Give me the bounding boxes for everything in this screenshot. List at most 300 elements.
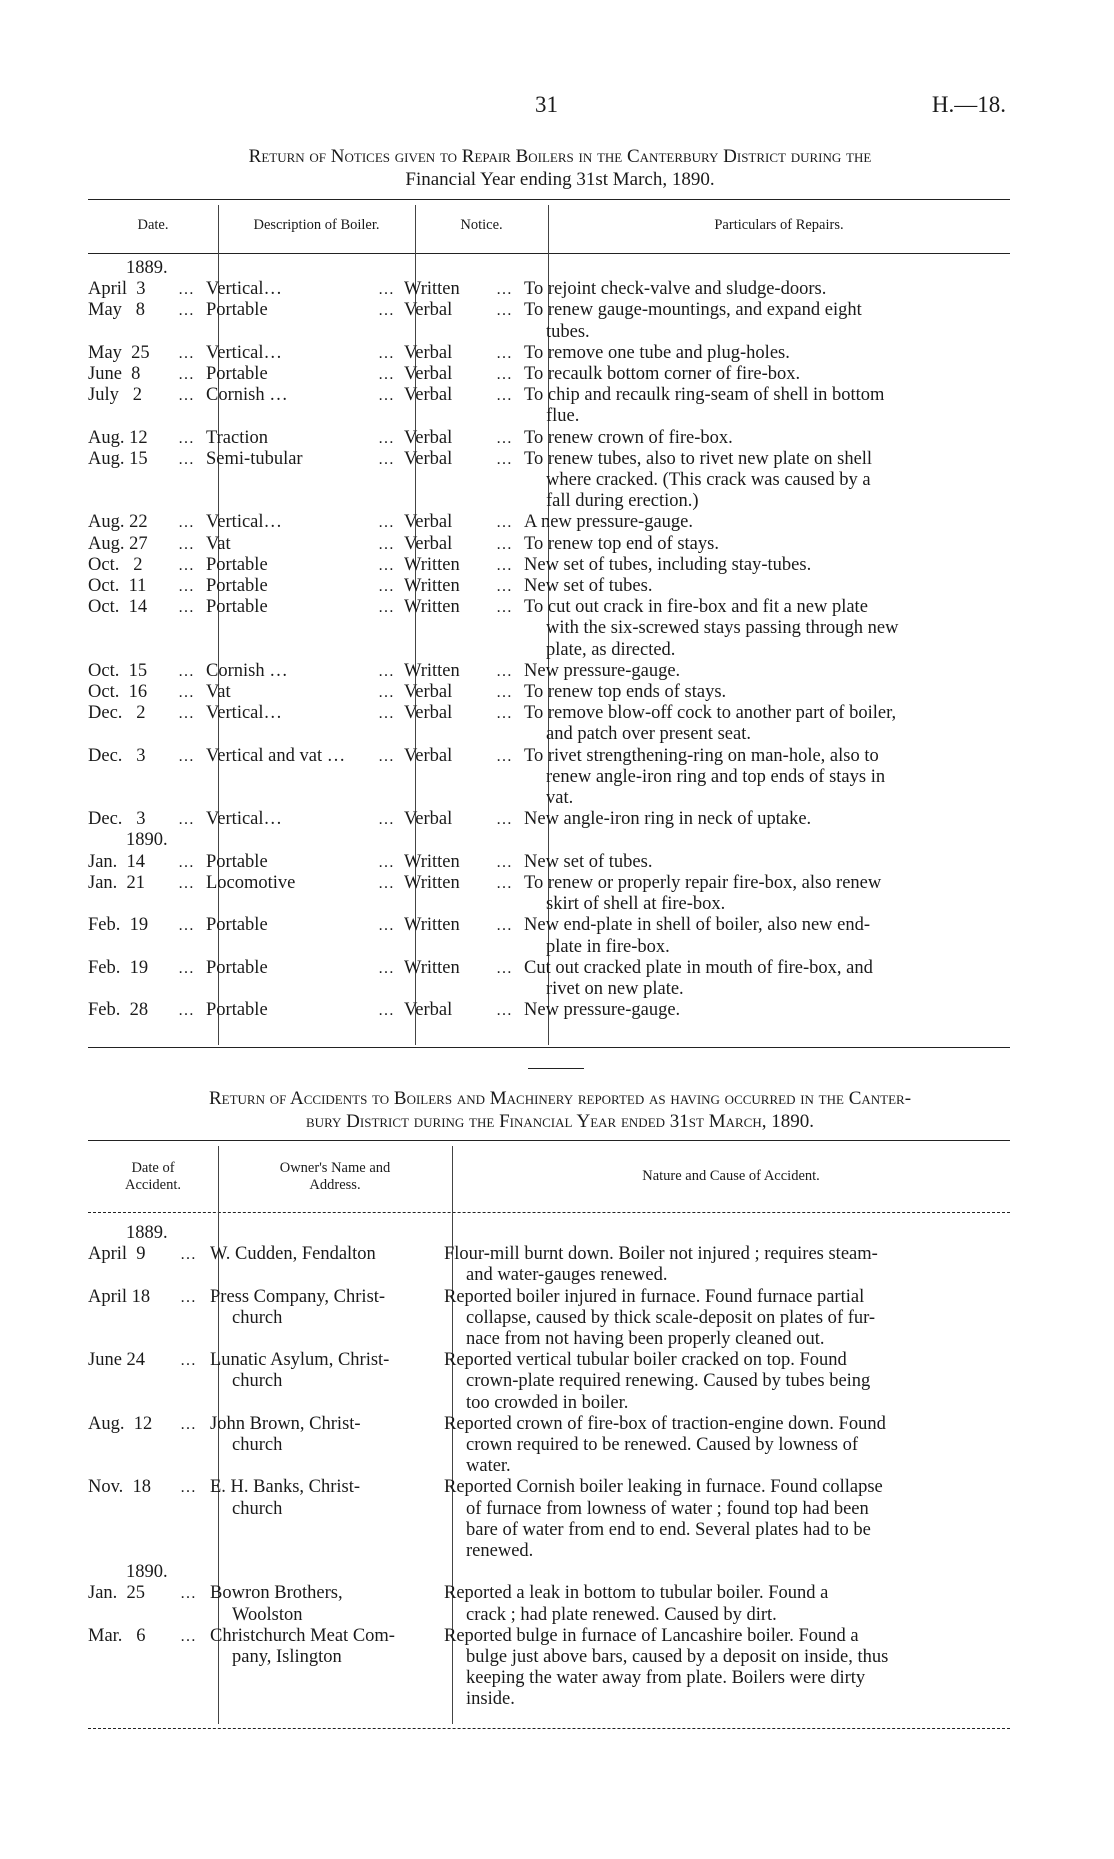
row-particulars [524, 703, 979, 745]
row-description: Portable [206, 957, 268, 978]
row-notice: Written [404, 872, 460, 893]
row-particulars [524, 576, 979, 597]
row-notice: Written [404, 957, 460, 978]
table-row [88, 1350, 1010, 1414]
table-row [88, 703, 1010, 745]
row-particulars [524, 534, 979, 555]
row-date: Feb. 19 [88, 957, 149, 978]
row-date: Aug. 27 [88, 533, 148, 554]
leader-dots: … [378, 387, 395, 405]
leader-dots: … [496, 450, 513, 468]
row-nature [444, 1287, 996, 1351]
year-label: 1889. [126, 258, 168, 278]
nature-line: keeping the water away from plate. Boilers were dirty [466, 1668, 866, 1689]
particulars-line: To renew crown of fire-box. [524, 427, 733, 448]
leader-dots: … [180, 1352, 197, 1370]
particulars-line: flue. [546, 406, 580, 427]
repairs-header-rule [88, 253, 1010, 254]
leader-dots: … [378, 535, 395, 553]
row-description: Portable [206, 554, 268, 575]
row-particulars [524, 682, 979, 703]
particulars-line: fall during erection.) [546, 491, 699, 512]
row-particulars [524, 746, 979, 810]
owner-line: Press Company, Christ- [210, 1286, 386, 1307]
leader-dots: … [496, 344, 513, 362]
repairs-header-particulars: Particulars of Repairs. [714, 217, 844, 233]
accidents-header-date-l2: Accident. [125, 1177, 181, 1193]
page-number: 31 [535, 92, 558, 117]
nature-line: renewed. [466, 1541, 534, 1562]
row-notice: Written [404, 554, 460, 575]
particulars-line: To renew or properly repair fire-box, also renew [524, 872, 882, 893]
leader-dots: … [178, 429, 195, 447]
table-row [88, 1244, 1010, 1286]
row-date: Dec. 3 [88, 745, 146, 766]
leader-dots: … [378, 1002, 395, 1020]
leader-dots: … [496, 514, 513, 532]
leader-dots: … [496, 853, 513, 871]
row-date: April 9 [88, 1244, 146, 1265]
table-row [88, 830, 1010, 851]
row-date: May 8 [88, 300, 146, 321]
leader-dots: … [378, 959, 395, 977]
table-row [88, 512, 1010, 533]
row-description: Vertical… [206, 703, 283, 724]
leader-dots: … [178, 599, 195, 617]
accidents-header-nature: Nature and Cause of Accident. [642, 1168, 820, 1184]
row-particulars [524, 343, 979, 364]
leader-dots: … [178, 853, 195, 871]
row-notice: Written [404, 660, 460, 681]
row-date: Oct. 11 [88, 576, 147, 597]
row-nature [444, 1477, 996, 1562]
row-nature [444, 1626, 996, 1711]
row-notice: Verbal [404, 427, 453, 448]
particulars-line: To cut out crack in fire-box and fit a new plate [524, 597, 868, 618]
row-notice: Verbal [404, 809, 453, 830]
row-notice: Verbal [404, 364, 453, 385]
row-particulars [524, 364, 979, 385]
row-description: Cornish … [206, 660, 288, 681]
leader-dots: … [180, 1415, 197, 1433]
particulars-line: New set of tubes. [524, 576, 653, 597]
repairs-table-body [88, 258, 1010, 1021]
accidents-header-rule [88, 1212, 1010, 1213]
row-description: Vertical… [206, 279, 283, 300]
table-row [88, 1414, 1010, 1478]
particulars-line: with the six-screwed stays passing through new [546, 618, 899, 639]
nature-line: nace from not having been properly cleaned out. [466, 1329, 825, 1350]
leader-dots: … [496, 281, 513, 299]
row-particulars [524, 428, 979, 449]
row-particulars [524, 809, 979, 830]
row-date: Jan. 14 [88, 851, 146, 872]
row-date: Oct. 2 [88, 554, 143, 575]
repairs-bottom-rule [88, 1047, 1010, 1048]
table-row [88, 1477, 1010, 1562]
particulars-line: New set of tubes, including stay-tubes. [524, 554, 812, 575]
particulars-line: To remove blow-off cock to another part of boiler, [524, 703, 897, 724]
leader-dots: … [178, 811, 195, 829]
table-row [88, 576, 1010, 597]
row-notice: Verbal [404, 512, 453, 533]
accidents-title-line1: Return of Accidents to Boilers and Machinery reported as having occurred in the Canter- [208, 1088, 912, 1109]
nature-line: Reported bulge in furnace of Lancashire boiler. Found a [444, 1625, 859, 1646]
particulars-line: New end-plate in shell of boiler, also new end- [524, 915, 871, 936]
accidents-header-owner [218, 1160, 452, 1194]
table-row [88, 1000, 1010, 1021]
leader-dots: … [496, 959, 513, 977]
table-row [88, 661, 1010, 682]
leader-dots: … [378, 705, 395, 723]
leader-dots: … [378, 853, 395, 871]
row-date: Aug. 12 [88, 1413, 153, 1434]
leader-dots: … [378, 281, 395, 299]
row-owner [210, 1244, 444, 1286]
row-description: Semi-tubular [206, 448, 303, 469]
accidents-bottom-rule [88, 1728, 1010, 1729]
table-row [88, 1626, 1010, 1711]
particulars-line: To chip and recaulk ring-seam of shell in bottom [524, 385, 885, 406]
particulars-line: plate in fire-box. [546, 936, 670, 957]
row-description: Vertical… [206, 512, 283, 533]
nature-line: crown required to be renewed. Caused by lowness of [466, 1435, 858, 1456]
row-description: Portable [206, 300, 268, 321]
row-particulars [524, 300, 979, 342]
table-row [88, 1562, 1010, 1583]
particulars-line: A new pressure-gauge. [524, 512, 694, 533]
leader-dots: … [178, 450, 195, 468]
particulars-line: To renew top end of stays. [524, 533, 719, 554]
leader-dots: … [496, 556, 513, 574]
leader-dots: … [496, 747, 513, 765]
particulars-line: rivet on new plate. [546, 978, 684, 999]
owner-line: Christchurch Meat Com- [210, 1625, 395, 1646]
leader-dots: … [496, 429, 513, 447]
particulars-line: where cracked. (This crack was caused by a [546, 470, 871, 491]
nature-line: Reported vertical tubular boiler cracked on top. Found [444, 1350, 847, 1371]
row-particulars [524, 597, 979, 661]
particulars-line: New pressure-gauge. [524, 660, 681, 681]
owner-line: John Brown, Christ- [210, 1413, 361, 1434]
leader-dots: … [378, 578, 395, 596]
row-owner [210, 1287, 444, 1351]
row-nature [444, 1414, 996, 1478]
leader-dots: … [178, 917, 195, 935]
leader-dots: … [496, 302, 513, 320]
leader-dots: … [178, 874, 195, 892]
row-particulars [524, 873, 979, 915]
row-date: Oct. 16 [88, 682, 148, 703]
nature-line: bulge just above bars, caused by a deposit on inside, thus [466, 1647, 889, 1668]
row-particulars [524, 958, 979, 1000]
owner-line: E. H. Banks, Christ- [210, 1477, 361, 1498]
table-row [88, 746, 1010, 810]
row-description: Traction [206, 427, 269, 448]
leader-dots: … [496, 599, 513, 617]
accidents-header-owner-l1: Owner's Name and [279, 1160, 391, 1176]
year-label: 1889. [126, 1223, 168, 1243]
repairs-header-date: Date. [137, 217, 169, 233]
leader-dots: … [178, 1002, 195, 1020]
row-date: Feb. 19 [88, 915, 149, 936]
row-date: Aug. 12 [88, 427, 148, 448]
nature-line: crack ; had plate renewed. Caused by dirt. [466, 1604, 777, 1625]
accidents-top-rule [88, 1140, 1010, 1141]
leader-dots: … [378, 556, 395, 574]
leader-dots: … [180, 1479, 197, 1497]
table-row [88, 852, 1010, 873]
row-notice: Verbal [404, 448, 453, 469]
owner-line: church [232, 1435, 283, 1456]
table-row [88, 385, 1010, 427]
repairs-title [110, 145, 1010, 191]
accidents-header-date-l1: Date of [131, 1160, 175, 1176]
row-notice: Verbal [404, 300, 453, 321]
leader-dots: … [378, 366, 395, 384]
row-notice: Written [404, 576, 460, 597]
row-description: Vat [206, 682, 231, 703]
leader-dots: … [180, 1288, 197, 1306]
table-row [88, 873, 1010, 915]
row-notice: Verbal [404, 1000, 453, 1021]
nature-line: collapse, caused by thick scale-deposit on plates of fur- [466, 1307, 876, 1328]
particulars-line: renew angle-iron ring and top ends of stays in [546, 766, 886, 787]
row-description: Vertical… [206, 342, 283, 363]
leader-dots: … [178, 514, 195, 532]
particulars-line: plate, as directed. [546, 639, 676, 660]
row-date: Jan. 21 [88, 872, 146, 893]
particulars-line: To rejoint check-valve and sludge-doors. [524, 279, 827, 300]
leader-dots: … [496, 662, 513, 680]
leader-dots: … [378, 811, 395, 829]
owner-line: pany, Islington [232, 1647, 342, 1668]
row-date: Dec. 3 [88, 809, 146, 830]
table-row [88, 555, 1010, 576]
leader-dots: … [178, 747, 195, 765]
row-description: Cornish … [206, 385, 288, 406]
row-date: Nov. 18 [88, 1477, 152, 1498]
row-description: Portable [206, 1000, 268, 1021]
leader-dots: … [378, 344, 395, 362]
leader-dots: … [496, 811, 513, 829]
row-notice: Verbal [404, 533, 453, 554]
row-description: Portable [206, 851, 268, 872]
nature-line: crown-plate required renewing. Caused by tubes being [466, 1371, 871, 1392]
row-notice: Written [404, 915, 460, 936]
row-owner [210, 1414, 444, 1478]
leader-dots: … [496, 1002, 513, 1020]
row-owner [210, 1477, 444, 1562]
leader-dots: … [496, 684, 513, 702]
row-date: June 8 [88, 364, 141, 385]
row-date: Jan. 25 [88, 1583, 146, 1604]
row-description: Locomotive [206, 872, 296, 893]
accidents-title-line2: bury District during the Financial Year ended 31st March, 1890. [306, 1111, 814, 1132]
row-date: April 18 [88, 1286, 151, 1307]
nature-line: of furnace from lowness of water ; found top had been [466, 1498, 869, 1519]
row-particulars [524, 852, 979, 873]
row-particulars [524, 1000, 979, 1021]
row-description: Portable [206, 915, 268, 936]
leader-dots: … [178, 662, 195, 680]
row-notice: Written [404, 597, 460, 618]
row-date: Feb. 28 [88, 1000, 149, 1021]
row-particulars [524, 279, 979, 300]
row-particulars [524, 661, 979, 682]
row-particulars [524, 512, 979, 533]
table-row [88, 958, 1010, 1000]
row-owner [210, 1583, 444, 1625]
owner-line: church [232, 1307, 283, 1328]
row-description: Portable [206, 364, 268, 385]
particulars-line: To rivet strengthening-ring on man-hole, also to [524, 745, 879, 766]
row-particulars [524, 449, 979, 513]
leader-dots: … [378, 514, 395, 532]
row-notice: Written [404, 279, 460, 300]
nature-line: bare of water from end to end. Several plates had to be [466, 1519, 871, 1540]
table-row [88, 809, 1010, 830]
repairs-header-description: Description of Boiler. [253, 217, 380, 233]
leader-dots: … [496, 535, 513, 553]
row-notice: Verbal [404, 745, 453, 766]
particulars-line: tubes. [546, 321, 590, 342]
row-notice: Verbal [404, 703, 453, 724]
leader-dots: … [178, 959, 195, 977]
accidents-header-date [88, 1160, 218, 1194]
row-description: Vertical and vat … [206, 745, 346, 766]
owner-line: church [232, 1498, 283, 1519]
leader-dots: … [178, 387, 195, 405]
nature-line: water. [466, 1456, 511, 1477]
row-owner [210, 1350, 444, 1414]
repairs-title-line1: Return of Notices given to Repair Boilers in the Canterbury District during the [248, 146, 872, 167]
particulars-line: To remove one tube and plug-holes. [524, 342, 790, 363]
accidents-table-body [88, 1223, 1010, 1711]
year-label: 1890. [126, 830, 168, 851]
particulars-line: To renew top ends of stays. [524, 682, 727, 703]
table-row [88, 279, 1010, 300]
accidents-header-owner-l2: Address. [309, 1177, 361, 1193]
nature-line: Reported a leak in bottom to tubular boiler. Found a [444, 1583, 829, 1604]
row-description: Vertical… [206, 809, 283, 830]
leader-dots: … [496, 705, 513, 723]
table-row [88, 1223, 1010, 1244]
nature-line: and water-gauges renewed. [466, 1265, 668, 1286]
leader-dots: … [496, 578, 513, 596]
row-notice: Verbal [404, 385, 453, 406]
year-label: 1890. [126, 1562, 168, 1583]
nature-line: Flour-mill burnt down. Boiler not injured ; requires steam- [444, 1244, 878, 1265]
leader-dots: … [378, 684, 395, 702]
leader-dots: … [378, 429, 395, 447]
table-row [88, 597, 1010, 661]
leader-dots: … [178, 366, 195, 384]
row-particulars [524, 385, 979, 427]
leader-dots: … [378, 874, 395, 892]
row-date: Aug. 22 [88, 512, 148, 533]
leader-dots: … [496, 387, 513, 405]
row-nature [444, 1583, 996, 1625]
particulars-line: New pressure-gauge. [524, 1000, 681, 1021]
row-description: Vat [206, 533, 231, 554]
leader-dots: … [178, 302, 195, 320]
leader-dots: … [378, 302, 395, 320]
particulars-line: New angle-iron ring in neck of uptake. [524, 809, 812, 830]
leader-dots: … [496, 366, 513, 384]
particulars-line: skirt of shell at fire-box. [546, 894, 726, 915]
particulars-line: vat. [546, 788, 574, 809]
repairs-top-rule [88, 199, 1010, 200]
leader-dots: … [378, 599, 395, 617]
table-row [88, 300, 1010, 342]
nature-line: Reported crown of fire-box of traction-engine down. Found [444, 1413, 886, 1434]
owner-line: church [232, 1371, 283, 1392]
table-row [88, 534, 1010, 555]
row-date: Dec. 2 [88, 703, 146, 724]
leader-dots: … [178, 535, 195, 553]
row-owner [210, 1626, 444, 1711]
leader-dots: … [378, 450, 395, 468]
owner-line: Bowron Brothers, [210, 1583, 343, 1604]
nature-line: Reported boiler injured in furnace. Found furnace partial [444, 1286, 865, 1307]
page-reference: H.—18. [931, 92, 1006, 117]
row-date: April 3 [88, 279, 146, 300]
row-description: Portable [206, 576, 268, 597]
owner-line: Lunatic Asylum, Christ- [210, 1350, 390, 1371]
leader-dots: … [496, 874, 513, 892]
leader-dots: … [178, 281, 195, 299]
owner-line: Woolston [232, 1604, 303, 1625]
leader-dots: … [378, 662, 395, 680]
section-divider [528, 1068, 584, 1069]
table-row [88, 1287, 1010, 1351]
table-row [88, 1583, 1010, 1625]
particulars-line: Cut out cracked plate in mouth of fire-box, and [524, 957, 873, 978]
leader-dots: … [378, 917, 395, 935]
table-row [88, 682, 1010, 703]
row-date: Aug. 15 [88, 448, 148, 469]
particulars-line: To recaulk bottom corner of fire-box. [524, 364, 801, 385]
table-row [88, 428, 1010, 449]
nature-line: too crowded in boiler. [466, 1392, 629, 1413]
leader-dots: … [180, 1246, 197, 1264]
owner-line: W. Cudden, Fendalton [210, 1244, 376, 1265]
row-particulars [524, 915, 979, 957]
particulars-line: To renew tubes, also to rivet new plate on shell [524, 448, 873, 469]
row-date: July 2 [88, 385, 142, 406]
row-notice: Written [404, 851, 460, 872]
table-row [88, 449, 1010, 513]
table-row [88, 915, 1010, 957]
leader-dots: … [178, 344, 195, 362]
row-date: May 25 [88, 342, 150, 363]
leader-dots: … [378, 747, 395, 765]
particulars-line: New set of tubes. [524, 851, 653, 872]
particulars-line: To renew gauge-mountings, and expand eight [524, 300, 862, 321]
leader-dots: … [178, 705, 195, 723]
row-notice: Verbal [404, 342, 453, 363]
row-notice: Verbal [404, 682, 453, 703]
accidents-title [110, 1087, 1010, 1133]
table-row [88, 343, 1010, 364]
table-row [88, 364, 1010, 385]
leader-dots: … [180, 1585, 197, 1603]
row-particulars [524, 555, 979, 576]
row-nature [444, 1350, 996, 1414]
repairs-title-line2: Financial Year ending 31st March, 1890. [405, 169, 715, 190]
leader-dots: … [178, 578, 195, 596]
